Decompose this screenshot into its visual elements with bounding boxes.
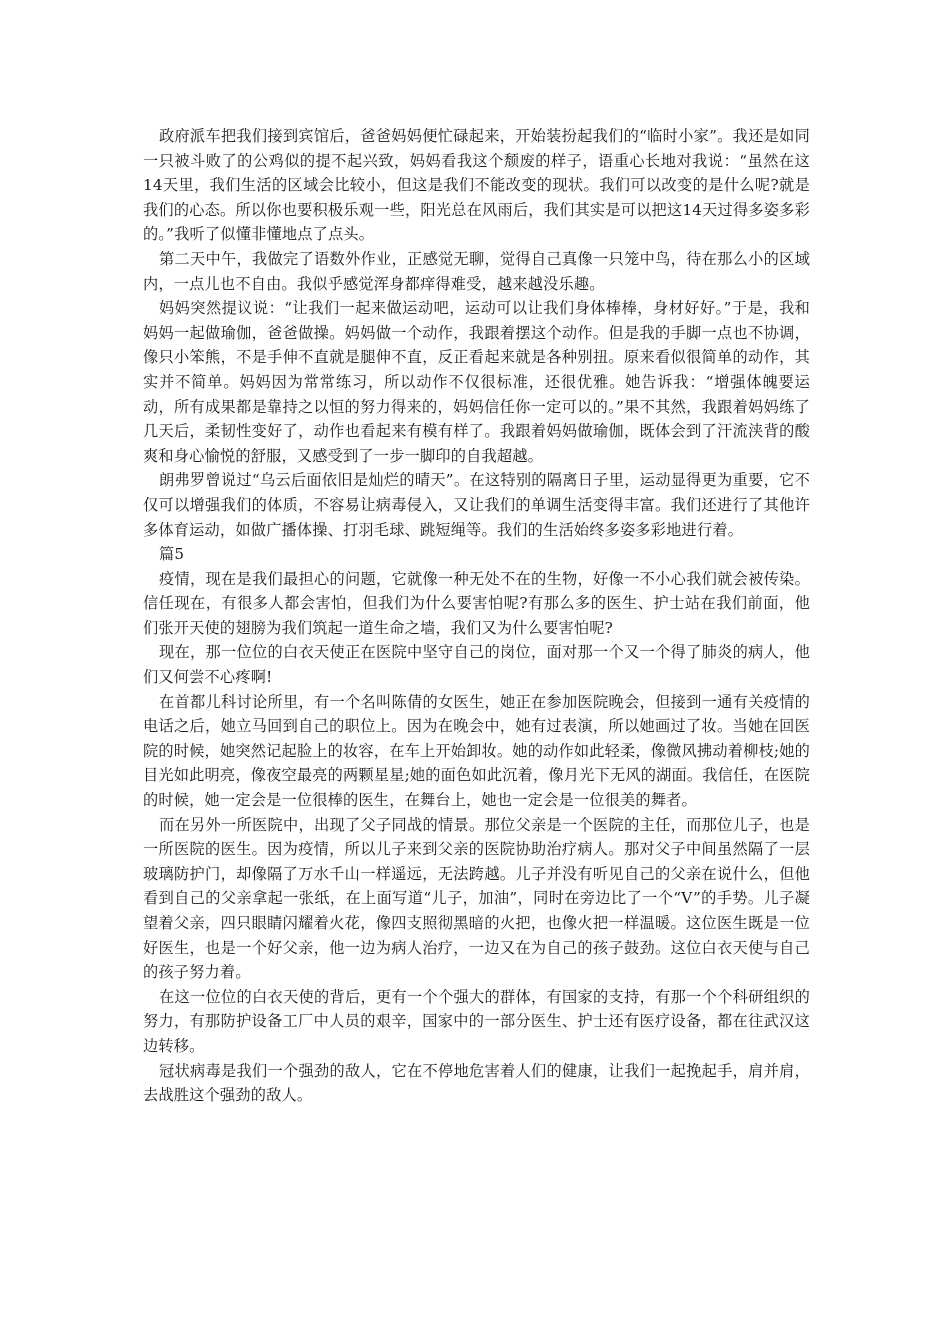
paragraph: 朗弗罗曾说过“乌云后面依旧是灿烂的晴天”。在这特别的隔离日子里，运动显得更为重要，它不仅可以增强我们的体质，不容易让病毒侵入，又让我们的单调生活变得丰富。我们还进行了其他许多体育运动，如做广播体操、打羽毛球、跳短绳等。我们的生活始终多姿多彩地进行着。 xyxy=(143,471,810,539)
paragraph: 而在另外一所医院中，出现了父子同战的情景。那位父亲是一个医院的主任，而那位儿子，也是一所医院的医生。因为疫情，所以儿子来到父亲的医院协助治疗病人。那对父子中间虽然隔了一层玻璃防护门，却像隔了万水千山一样遥远，无法跨越。儿子并没有听见自己的父亲在说什么，但他看到自己的父亲拿起一张纸，在上面写道“儿子，加油”，同时在旁边比了一个“V”的手势。儿子凝望着父亲，四只眼睛闪耀着火花，像四支照彻黑暗的火把，也像火把一样温暖。这位医生既是一位好医生，也是一个好父亲，他一边为病人治疗，一边又在为自己的孩子鼓劲。这位白衣天使与自己的孩子努力着。 xyxy=(143,815,810,982)
paragraph: 妈妈突然提议说：“让我们一起来做运动吧，运动可以让我们身体棒棒，身材好好。”于是，我和妈妈一起做瑜伽，爸爸做操。妈妈做一个动作，我跟着摆这个动作。但是我的手脚一点也不协调，像只小笨熊，不是手伸不直就是腿伸不直，反正看起来就是各种别扭。原来看似很简单的动作，其实并不简单。妈妈因为常常练习，所以动作不仅很标准，还很优雅。她告诉我：“增强体魄要运动，所有成果都是靠持之以恒的努力得来的，妈妈信任你一定可以的。”果不其然，我跟着妈妈练了几天后，柔韧性变好了，动作也看起来有模有样了。我跟着妈妈做瑜伽，既体会到了汗流浃背的酸爽和身心愉悦的舒服，又感受到了一步一脚印的自我超越。 xyxy=(143,299,810,465)
paragraph: 在首都儿科讨论所里，有一个名叫陈倩的女医生，她正在参加医院晚会，但接到一通有关疫情的电话之后，她立马回到自己的职位上。因为在晚会中，她有过表演，所以她画过了妆。当她在回医院的时候，她突然记起脸上的妆容，在车上开始卸妆。她的动作如此轻柔，像微风拂动着柳枝;她的目光如此明亮，像夜空最亮的两颗星星;她的面色如此沉着，像月光下无风的湖面。我信任，在医院的时候，她一定会是一位很棒的医生，在舞台上，她也一定会是一位很美的舞者。 xyxy=(143,692,810,810)
paragraph: 冠状病毒是我们一个强劲的敌人，它在不停地危害着人们的健康，让我们一起挽起手，肩并肩，去战胜这个强劲的敌人。 xyxy=(143,1061,810,1105)
document-body xyxy=(143,124,810,1108)
paragraph: 第二天中午，我做完了语数外作业，正感觉无聊，觉得自己真像一只笼中鸟，待在那么小的区域内，一点儿也不自由。我似乎感觉浑身都痒得难受，越来越没乐趣。 xyxy=(143,249,810,293)
section-heading: 篇5 xyxy=(158,545,185,564)
paragraph: 政府派车把我们接到宾馆后，爸爸妈妈便忙碌起来，开始装扮起我们的“临时小家”。我还是如同一只被斗败了的公鸡似的提不起兴致，妈妈看我这个颓废的样子，语重心长地对我说：“虽然在这14天里，我们生活的区域会比较小，但这是我们不能改变的现状。我们可以改变的是什么呢?就是我们的心态。所以你也要积极乐观一些，阳光总在风雨后，我们其实是可以把这14天过得多姿多彩的。”我听了似懂非懂地点了点头。 xyxy=(143,127,810,244)
paragraph: 疫情，现在是我们最担心的问题，它就像一种无处不在的生物，好像一不小心我们就会被传染。信任现在，有很多人都会害怕，但我们为什么要害怕呢?有那么多的医生、护士站在我们前面，他们张开天使的翅膀为我们筑起一道生命之墙，我们又为什么要害怕呢? xyxy=(143,569,810,637)
paragraph: 在这一位位的白衣天使的背后，更有一个个强大的群体，有国家的支持，有那一个个科研组织的努力，有那防护设备工厂中人员的艰辛，国家中的一部分医生、护士还有医疗设备，都在往武汉这边转移。 xyxy=(143,987,810,1055)
paragraph: 现在，那一位位的白衣天使正在医院中坚守自己的岗位，面对那一个又一个得了肺炎的病人，他们又何尝不心疼啊! xyxy=(143,643,810,687)
